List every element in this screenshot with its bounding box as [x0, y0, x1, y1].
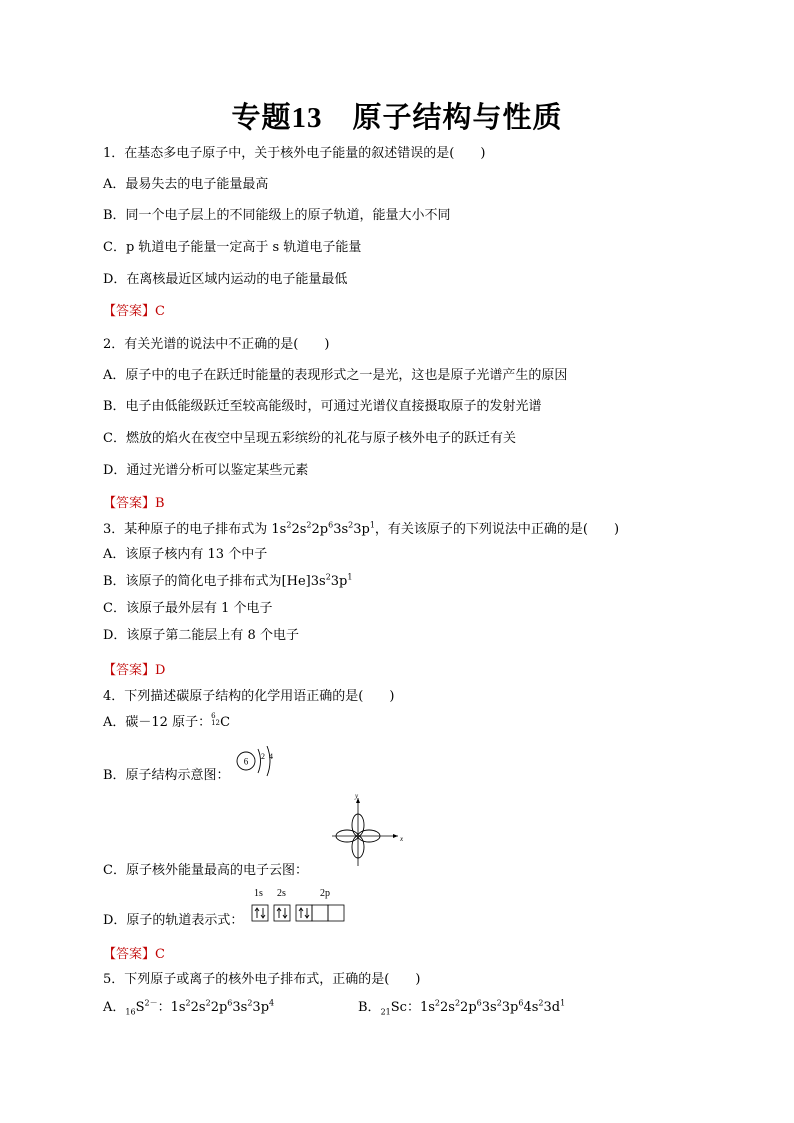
q3-stem	[103, 521, 619, 539]
page-title	[0, 95, 794, 136]
q2-answer	[103, 495, 165, 513]
answer-label: 【答案】	[103, 947, 156, 962]
title-text: 原子结构与性质	[352, 100, 563, 134]
q3-answer	[103, 662, 165, 680]
answer-value: C	[155, 947, 165, 962]
q3-option-b: B．该原子的简化电子排布式为$[He]3s^23p^1$	[103, 572, 353, 589]
title-prefix: 专题	[231, 100, 292, 134]
q4-answer	[103, 946, 165, 964]
q5-option-a-label: A．	[103, 1000, 126, 1015]
q3-config: $1s^22s^22p^63s^23p^1$	[271, 520, 375, 537]
q4-option-a-text: A．碳－12 原子：	[103, 715, 212, 730]
q5-a-separator: ：	[157, 1000, 171, 1015]
shell2-electrons: 4	[269, 752, 273, 761]
q3-option-c: C．该原子最外层有 1 个电子	[103, 601, 273, 616]
q1-stem: 1．在基态多电子原子中，关于核外电子能量的叙述错误的是( )	[103, 146, 486, 161]
nucleus-charge: 6	[243, 756, 249, 767]
title-number: 13	[291, 102, 323, 134]
q5-option-b	[358, 999, 565, 1017]
q3-option-b-config: [He]3s	[281, 574, 326, 589]
q2-option-d: D．通过光谱分析可以鉴定某些元素	[103, 463, 309, 478]
q3-stem-post: ，有关该原子的下列说法中正确的是( )	[374, 522, 620, 537]
q5-b-symbol: Sc	[390, 1000, 407, 1015]
q2-option-b: B．电子由低能级跃迁至较高能级时，可通过光谱仪直接摄取原子的发射光谱	[103, 399, 542, 414]
q5-option-a	[103, 999, 274, 1017]
q5-option-b-label: B．	[358, 1000, 381, 1015]
q4-element-symbol: C	[220, 715, 231, 730]
q2-stem: 2．有关光谱的说法中不正确的是( )	[103, 337, 330, 352]
x-axis-label: x	[400, 835, 404, 843]
answer-label: 【答案】	[103, 304, 156, 319]
y-axis-label: y	[355, 792, 359, 800]
q3-option-d: D．该原子第二能层上有 8 个电子	[103, 628, 299, 643]
answer-label: 【答案】	[103, 496, 156, 511]
q5-a-charge: 2－	[144, 998, 158, 1008]
q5-a-atomic-number: 16	[125, 1007, 136, 1017]
q3-option-b-text: B．该原子的简化电子排布式为	[103, 574, 282, 589]
q4-mass-number: 6	[211, 712, 216, 720]
answer-value: B	[155, 496, 165, 511]
q2-option-a: A．原子中的电子在跃迁时能量的表现形式之一是光，这也是原子光谱产生的原因	[103, 368, 568, 383]
atomic-structure-diagram	[231, 746, 281, 780]
q5-b-separator: ：	[406, 1000, 420, 1015]
q4-option-b: B．原子结构示意图：	[103, 768, 230, 783]
electron-cloud-diagram	[326, 792, 406, 868]
q1-answer	[103, 303, 165, 321]
q1-option-d: D．在离核最近区域内运动的电子能量最低	[103, 272, 348, 287]
orbital-diagram	[250, 885, 354, 927]
orbital-label-2p: 2p	[320, 888, 330, 899]
q5-b-config: $1s^22s^22p^63s^23p^64s^23d^1$	[419, 998, 566, 1015]
orbital-label-2s: 2s	[277, 888, 286, 899]
q4-atomic-number: 12	[211, 719, 220, 727]
q2-option-c: C．燃放的焰火在夜空中呈现五彩缤纷的礼花与原子核外电子的跃迁有关	[103, 431, 516, 446]
q5-stem: 5．下列原子或离子的核外电子排布式，正确的是( )	[103, 972, 421, 987]
q1-option-a: A．最易失去的电子能量最高	[103, 177, 269, 192]
q5-a-symbol: S	[135, 1000, 145, 1015]
answer-value: D	[155, 663, 166, 678]
shell1-electrons: 2	[261, 752, 265, 761]
q3-stem-pre: 3．某种原子的电子排布式为	[103, 522, 272, 537]
orbital-label-1s: 1s	[254, 888, 263, 899]
q4-option-a	[103, 714, 230, 732]
q4-option-d: D．原子的轨道表示式：	[103, 913, 244, 928]
q3-option-a: A．该原子核内有 13 个中子	[103, 547, 268, 562]
q4-stem: 4．下列描述碳原子结构的化学用语正确的是( )	[103, 689, 395, 704]
q4-option-c: C．原子核外能量最高的电子云图：	[103, 863, 308, 878]
q5-a-config: $1s^22s^22p^63s^23p^4$	[170, 998, 275, 1015]
answer-value: C	[155, 304, 165, 319]
q4-nuclide-indices	[211, 712, 220, 727]
answer-label: 【答案】	[103, 663, 156, 678]
q1-option-c: C．p 轨道电子能量一定高于 s 轨道电子能量	[103, 240, 362, 255]
q1-option-b: B．同一个电子层上的不同能级上的原子轨道，能量大小不同	[103, 208, 451, 223]
q5-b-atomic-number: 21	[380, 1007, 391, 1017]
